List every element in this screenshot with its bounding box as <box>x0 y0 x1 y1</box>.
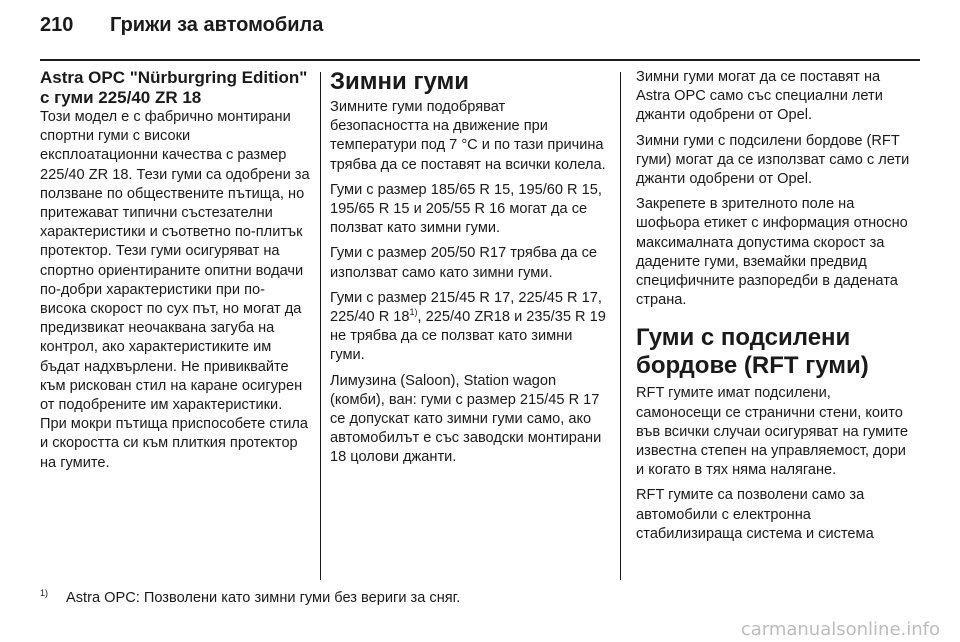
rft-tyres-p2: RFT гумите са позволени само за автомобили с електронна стабилизираща система и система <box>636 487 874 542</box>
header-divider <box>40 59 920 61</box>
winter-tyres-p4-start: Гуми с размер 215/45 R 17, 225/45 R 17, 225/40 R 18 <box>330 289 602 326</box>
winter-tyres-p1: Зимните гуми подобряват безопасността на движение при температури под 7 °C и по тази причина трябва да се поставят на всички колела. <box>330 99 606 173</box>
page-title: Грижи за автомобила <box>110 14 324 36</box>
winter-tyres-heading: Зимни гуми <box>330 68 469 95</box>
opc-tyres-heading: Astra OPC "Nürburgring Edition" с гуми 225/40 ZR 18 <box>40 68 308 107</box>
column-divider-2 <box>620 72 621 580</box>
column-middle <box>330 68 606 474</box>
winter-tyres-p3: Гуми с размер 205/50 R17 трябва да се използват само като зимни гуми. <box>330 245 598 281</box>
winter-tyres-p5: Лимузина (Saloon), Station wagon (комби), ван: гуми с размер 215/45 R 17 се допускат като зимни гуми само, ако автомобилът е със заводски монтирани 18 цолови джанти. <box>330 372 602 466</box>
column-divider-1 <box>320 72 321 580</box>
rft-tyres-heading: Гуми с подсилени бордове (RFT гуми) <box>636 324 869 380</box>
winter-rims-p1: Зимни гуми могат да се поставят на Astra OPC само със специални лети джанти одобрени от Opel. <box>636 69 883 124</box>
opc-tyres-text: Този модел е с фабрично монтирани спортни гуми с високи експлоатационни качества с размер 225/40 ZR 18. Тези гуми са одобрени за ползване по обществените пътища, но притежават типични състезателни характеристики и съответно по-плитък протектор. Тези гуми осигуряват на спортно ориентираните опитни водачи по-добри характеристики при по-висока скорост по сух път, но могат да предизвикат неочаквана загуба на контрол, ако характеристиките им бъдат надхвърлени. Не привиквайте към рискован стил на каране осигурен от подобрените им характеристики. При мокри пътища приспособете стила и скоростта си към плиткия протектор на гумите. <box>40 109 310 471</box>
watermark: carmanualsonline.info <box>740 619 940 640</box>
winter-tyres-p4-end: , 225/40 ZR18 и 235/35 R 19 не трябва да се ползват като зимни гуми. <box>330 309 606 364</box>
winter-tyres-p2: Гуми с размер 185/65 R 15, 195/60 R 15, 195/65 R 15 и 205/55 R 16 могат да се ползват като зимни гуми. <box>330 181 602 237</box>
column-right <box>636 68 916 550</box>
footnote-text: Astra OPC: Позволени като зимни гуми без вериги за сняг. <box>66 590 461 606</box>
column-left <box>40 68 310 479</box>
rft-tyres-p1: RFT гумите имат подсилени, самоносещи се странични стени, които във всички случаи осигуряват на гумите известна степен на управляемост, дори и когато в тях няма налягане. <box>636 385 908 479</box>
footnote <box>40 590 460 606</box>
speed-label-p3: Закрепете в зрителното поле на шофьора етикет с информация относно максималната допустима скорост за дадените гуми, вземайки предвид специфичните разпоредби в дадената страна. <box>636 196 908 309</box>
winter-rims-p2: Зимни гуми с подсилени бордове (RFT гуми) могат да се използват само с лети джанти одобрени от Opel. <box>636 132 910 188</box>
page-number: 210 <box>40 14 74 36</box>
footnote-ref: 1) <box>409 307 418 318</box>
winter-tyres-p4 <box>330 289 606 366</box>
page-header <box>40 14 323 37</box>
footnote-mark: 1) <box>40 588 49 598</box>
